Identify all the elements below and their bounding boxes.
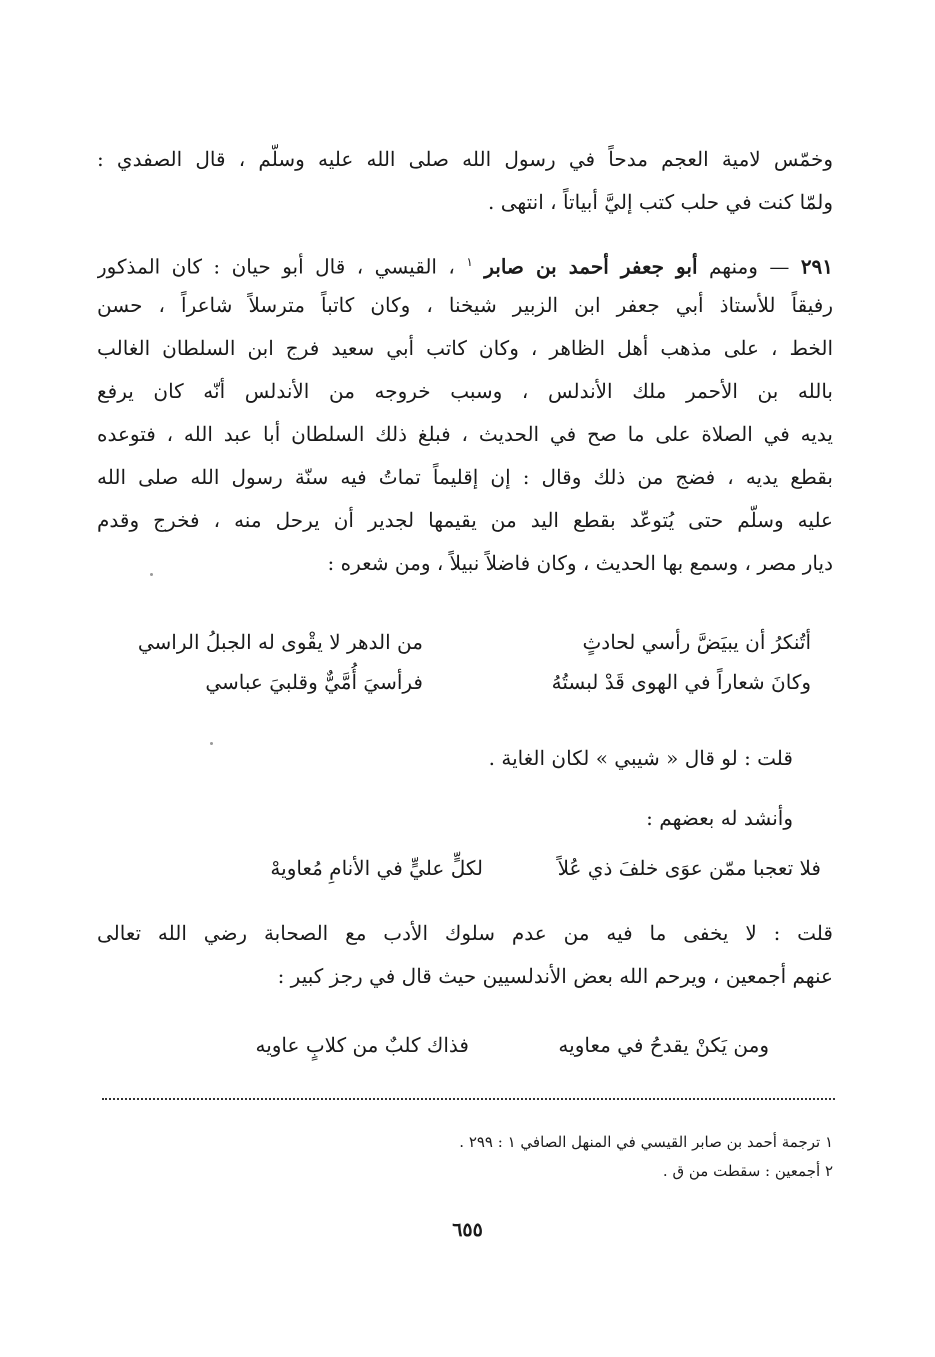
footnote-ref-1: ١: [466, 255, 473, 269]
footnote-2: ٢ أجمعين : سقطت من ق .: [662, 1162, 833, 1180]
text-line: ولمّا كنت في حلب كتب إليَّ أبياتاً ، انتهى .: [488, 190, 833, 214]
text-line: يديه في الصلاة على ما صح في الحديث ، فبلغ ذلك السلطان أبا عبد الله ، فتوعده: [97, 422, 833, 446]
text-line: بقطع يديه ، فضج من ذلك وقال : إن إقليماً تماتُ فيه سنّة رسول الله صلى الله: [97, 465, 833, 489]
text-line: الخط ، على مذهب أهل الظاهر ، وكان كاتب أبي سعيد فرج ابن السلطان الغالب: [97, 336, 833, 360]
scan-speck: [150, 573, 153, 576]
text-line: عنهم أجمعين ، ويرحم الله بعض الأندلسيين حيث قال في رجز كبير :: [277, 964, 833, 988]
entry-lead: ومنهم: [708, 254, 758, 279]
verse-hemistich-2: من الدهر لا يقْوى له الجبلُ الراسي: [137, 630, 423, 654]
entry-heading-line: [97, 241, 833, 284]
verse-hemistich-2: لكلٍّ عليٍّ في الأنامِ مُعاويهْ: [270, 856, 483, 880]
entry-number: ٢٩١: [800, 254, 833, 279]
verse-hemistich-1: ومن يَكنْ يقدحُ في معاويه: [558, 1033, 769, 1057]
poem-verse-2: [111, 662, 811, 702]
entry-rest: ، القيسي ، قال أبو حيان : كان المذكور: [97, 254, 455, 279]
poem-verse-4: [169, 1025, 769, 1065]
verse-hemistich-1: أتُنكرُ أن يبيَضَّ رأسي لحادثٍ: [582, 630, 811, 654]
paragraph-intro: [97, 138, 833, 224]
verse-hemistich-1: فلا تعجبا ممّن عوَى خلفَ ذي عُلاً: [557, 856, 821, 880]
text-line: رفيقاً للأستاذ أبي جعفر ابن الزبير شيخنا ، وكان كاتباً مترسلاً شاعراً ، حسن: [97, 293, 833, 317]
paragraph-comment: [97, 912, 833, 998]
text-line: وخمّس لامية العجم مدحاً في رسول الله صلى الله عليه وسلّم ، قال الصفدي :: [97, 147, 833, 171]
scan-speck: [210, 742, 213, 745]
verse-hemistich-2: فرأسيَ أُمَّيٌّ وقلبيَ عباسي: [205, 670, 423, 694]
text-line: ديار مصر ، وسمع بها الحديث ، وكان فاضلاً نبيلاً ، ومن شعره :: [327, 551, 833, 575]
footnote-1: ١ ترجمة أحمد بن صابر القيسي في المنهل الصافي ١ : ٢٩٩ .: [459, 1133, 833, 1151]
page-number: ٦٥٥: [452, 1219, 483, 1241]
poem-verse-1: [111, 622, 811, 662]
footnote-divider: [102, 1098, 835, 1100]
verse-hemistich-1: وكانَ شعاراً في الهوى قَدْ لبستُهُ: [551, 670, 811, 694]
text-line: عليه وسلّم حتى يُتوعّد بقطع اليد من يقيمها لجدير أن يرحل منه ، فخرج وقدم: [97, 508, 833, 532]
footnotes: [459, 1128, 833, 1186]
entry-291: [97, 241, 833, 585]
text-line: بالله بن الأحمر ملك الأندلس ، وسبب خروجه من الأندلس أنّه كان يرفع: [97, 379, 833, 403]
entry-name: أبو جعفر أحمد بن صابر: [484, 254, 698, 279]
verse-hemistich-2: فذاك كلبٌ من كلابٍ عاويه: [255, 1033, 469, 1057]
recited-intro-line: وأنشد له بعضهم :: [646, 806, 793, 830]
comment-line: قلت : لو قال « شيبي » لكان الغاية .: [488, 746, 793, 770]
entry-dash: —: [769, 254, 790, 279]
poem-verse-3: [111, 848, 821, 888]
text-line: قلت : لا يخفى ما فيه من عدم سلوك الأدب مع الصحابة رضي الله تعالى: [97, 921, 833, 945]
